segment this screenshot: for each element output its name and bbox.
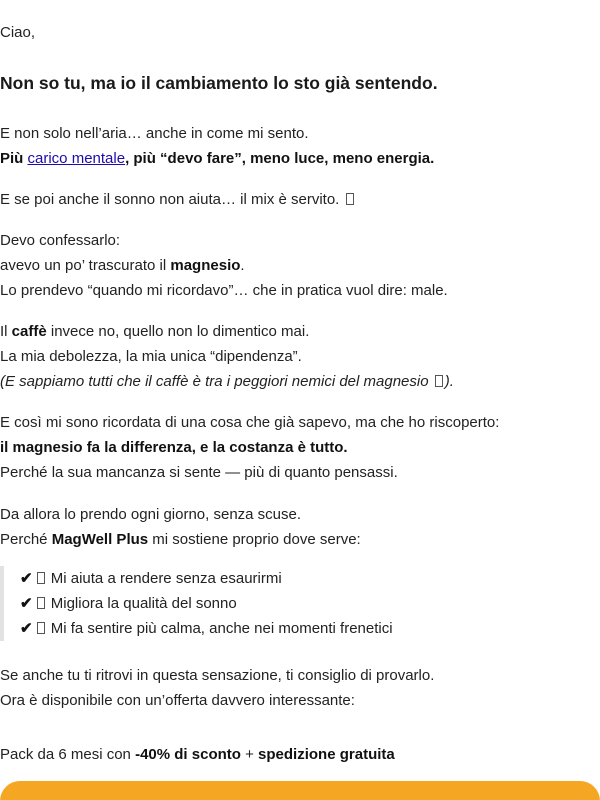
greeting: Ciao, — [0, 24, 36, 41]
paragraph-coffee — [0, 319, 454, 394]
paragraph-text: avevo un po’ trascurato il — [0, 257, 171, 274]
paragraph-line: Se anche tu ti ritrovi in questa sensazione, ti consiglio di provarlo. — [0, 667, 435, 684]
paragraph-text: invece no, quello non lo dimentico mai. — [46, 323, 310, 340]
paragraph-line: Ora è disponibile con un’offerta davvero interessante: — [0, 692, 355, 709]
paragraph-text: Perché — [0, 531, 52, 548]
paragraph-line — [0, 527, 361, 552]
offer-text: + — [240, 746, 259, 763]
discount-text: -40% di sconto — [135, 746, 241, 763]
carico-mentale-link[interactable]: carico mentale — [27, 150, 126, 167]
paragraph-text: mi sostiene proprio dove serve: — [148, 531, 361, 548]
paragraph-line: Lo prendevo “quando mi ricordavo”… che in pratica vuol dire: male. — [0, 282, 448, 299]
missing-emoji-icon — [37, 597, 45, 609]
paragraph-line — [0, 369, 454, 394]
paragraph-line — [0, 319, 454, 344]
paragraph-product — [0, 502, 361, 552]
paragraph-rediscovery — [0, 410, 499, 485]
paragraph-line — [0, 253, 448, 278]
paragraph-line — [0, 742, 395, 767]
bold-text: , più “devo fare”, meno luce, meno energia. — [125, 150, 435, 167]
paragraph-line: E così mi sono ricordata di una cosa che già sapevo, ma che ho riscoperto: — [0, 414, 500, 431]
paragraph-line: E non solo nell’aria… anche in come mi sento. — [0, 125, 309, 142]
benefit-text: Mi aiuta a rendere senza esaurirmi — [50, 570, 282, 587]
benefit-item — [20, 566, 560, 591]
paragraph-line: Devo confessarlo: — [0, 232, 121, 249]
paragraph-line — [0, 187, 356, 212]
missing-emoji-icon — [435, 375, 443, 387]
offer-line — [0, 742, 395, 767]
benefit-item — [20, 616, 560, 641]
check-icon: ✔ — [20, 570, 33, 587]
check-icon: ✔ — [20, 595, 33, 612]
missing-emoji-icon — [37, 622, 45, 634]
check-icon: ✔ — [20, 620, 33, 637]
paragraph-line: Da allora lo prendo ogni giorno, senza scuse. — [0, 506, 302, 523]
paragraph-recommendation — [0, 663, 434, 713]
product-name: MagWell Plus — [51, 531, 149, 548]
benefit-text: Mi fa sentire più calma, anche nei momenti frenetici — [50, 620, 393, 637]
paragraph-line: La mia debolezza, la mia unica “dipendenza”. — [0, 348, 302, 365]
paragraph-text: Il — [0, 323, 12, 340]
cta-button[interactable] — [0, 781, 600, 800]
paragraph-line: Perché la sua mancanza si sente — più di quanto pensassi. — [0, 464, 398, 481]
bold-text: il magnesio fa la differenza, e la costanza è tutto. — [0, 439, 348, 456]
offer-text: Pack da 6 mesi con — [0, 746, 136, 763]
bold-text: magnesio — [170, 257, 241, 274]
paragraph-confession — [0, 228, 448, 303]
paragraph-text: E se poi anche il sonno non aiuta… il mix è servito. — [0, 191, 340, 208]
paragraph-intro — [0, 121, 434, 171]
shipping-text: spedizione gratuita — [258, 746, 395, 763]
headline: Non so tu, ma io il cambiamento lo sto già sentendo. — [0, 73, 438, 93]
paragraph-text: . — [240, 257, 245, 274]
benefits-list — [0, 566, 560, 641]
paragraph-sleep — [0, 187, 356, 212]
italic-text: (E sappiamo tutti che il caffè è tra i peggiori nemici del magnesio — [0, 373, 429, 390]
benefit-text: Migliora la qualità del sonno — [50, 595, 237, 612]
benefit-item — [20, 591, 560, 616]
italic-text: ). — [444, 373, 454, 390]
bold-text: Più — [0, 150, 28, 167]
missing-emoji-icon — [346, 193, 354, 205]
paragraph-line — [0, 435, 499, 460]
bold-text: caffè — [11, 323, 47, 340]
paragraph-line — [0, 146, 434, 171]
missing-emoji-icon — [37, 572, 45, 584]
